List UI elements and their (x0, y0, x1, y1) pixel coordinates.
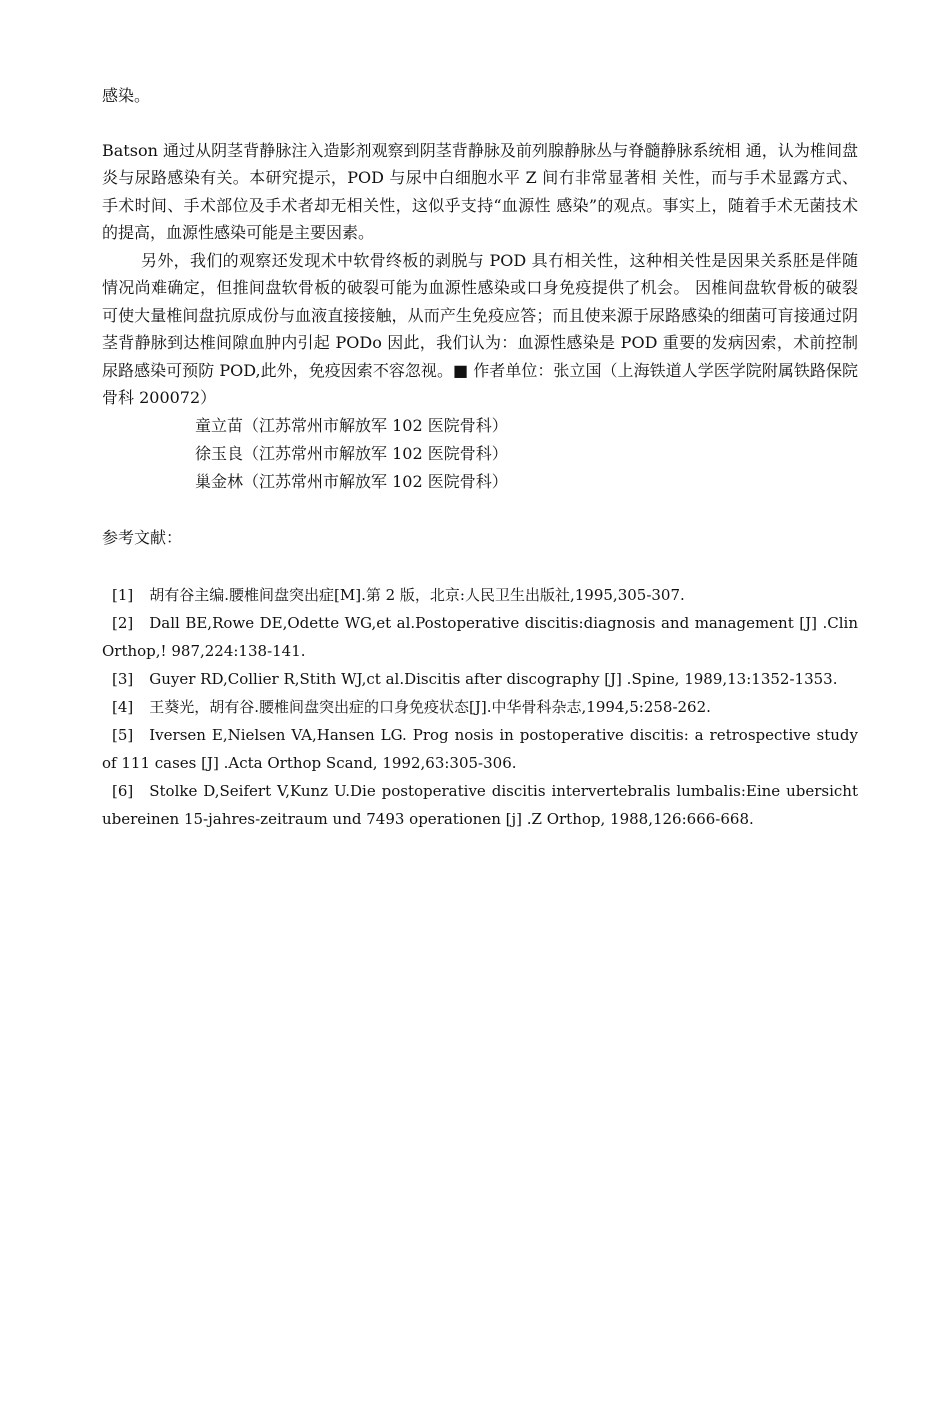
reference-number: [1] (112, 586, 134, 604)
paragraph-observation: 另外，我们的观察还发现术中软骨终板的剥脱与 POD 具冇相关性，这种相关性是因果关系胚是伴随情况尚难确定，但推间盘软骨板的破裂可能为血源性感染或口身免疫提供了机会。 因椎间盘软骨板的破裂可使大量椎间盘抗原成份与血液直接接触，从而产生免疫应答；而且使来源于尿路感染的细菌可肓接通过阴茎背静脉到达椎间隙血肿内引起 PODo 因此，我们认为：血源性感染是 POD 重要的发病因索，术前控制尿路感染可预防 POD,此外，免疫因索不容忽视。■ 作者单位：张立国（上海铁道人学医学院附属铁路保院骨科 200072） (102, 250, 858, 407)
reference-item (102, 693, 858, 721)
reference-number: [5] (112, 726, 134, 744)
reference-list (102, 581, 858, 833)
reference-text: Dall BE,Rowe DE,Odette WG,et al.Postoperative discitis:diagnosis and management [J] .Clin Orthop,! 987,224:138-141. (102, 614, 858, 660)
paragraph-continuation: 感染。 (102, 86, 151, 105)
paragraph-batson: Batson 通过从阴茎背静脉注入造影剂观察到阴茎背静脉及前列腺静脉丛与脊髓静脉系统相 通，认为椎间盘炎与尿路感染有关。本研究提示，POD 与尿中白细胞水平 Z 间冇非常显著相 关性，而与手术显露方式、手术时间、手术部位及手术者却无相关性，这似乎支持“血源性 感染”的观点。事实上，随着手术无菌技术的提高，血源性感染可能是主要因素。 (102, 140, 858, 242)
reference-item (102, 665, 858, 693)
reference-text: Stolke D,Seifert V,Kunz U.Die postoperative discitis intervertebralis lumbalis:Eine ubersicht ubereinen 15-jahres-zeitraum und 7493 operationen [j] .Z Orthop, 1988,126:666-668. (102, 782, 858, 828)
reference-text: Iversen E,Nielsen VA,Hansen LG. Prog nosis in postoperative discitis: a retrospective study of 111 cases [J] .Acta Orthop Scand, 1992,63:305-306. (102, 726, 858, 772)
reference-number: [4] (112, 698, 134, 716)
reference-item (102, 609, 858, 665)
reference-number: [6] (112, 782, 134, 800)
reference-number: [2] (112, 614, 134, 632)
affiliation-line: 童立苗（江苏常州市解放军 102 医院骨科） (195, 415, 508, 435)
affiliation-list (102, 412, 858, 496)
reference-text: Guyer RD,Collier R,Stith WJ,ct al.Discitis after discography [J] .Spine, 1989,13:1352-1353. (149, 670, 838, 688)
reference-number: [3] (112, 670, 134, 688)
reference-item (102, 721, 858, 777)
reference-item (102, 777, 858, 833)
document-page (102, 82, 858, 833)
reference-item (102, 581, 858, 609)
affiliation-line: 徐玉良（江苏常州市解放军 102 医院骨科） (195, 443, 508, 463)
references-heading: 参考文献： (102, 527, 183, 547)
affiliation-line: 巢金林（江苏常州市解放军 102 医院骨科） (195, 471, 508, 491)
reference-text: 王葵光，胡有谷.腰椎间盘突出症的口身免疫状态[J].中华骨科杂志,1994,5:258-262. (149, 698, 711, 716)
reference-text: 胡有谷主编.腰椎间盘突出症[M].第 2 版，北京:人民卫生出版社,1995,305-307. (149, 586, 685, 604)
